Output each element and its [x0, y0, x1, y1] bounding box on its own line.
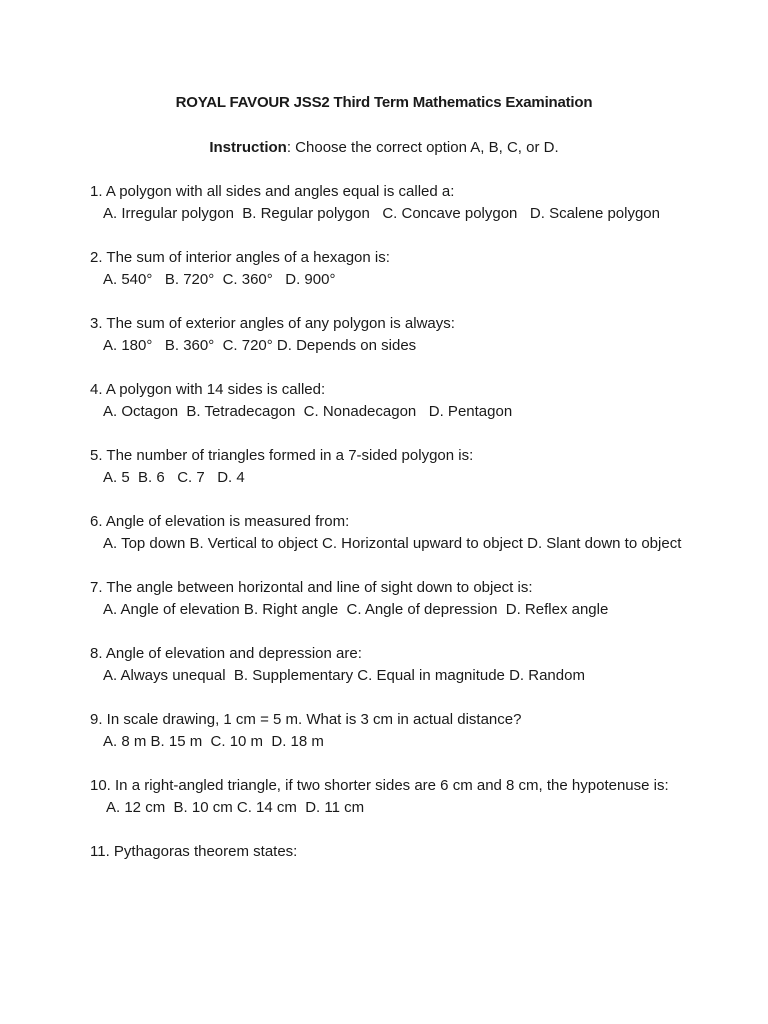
question-text: 6. Angle of elevation is measured from: — [90, 513, 350, 530]
question-options: A. Top down B. Vertical to object C. Horizontal upward to object D. Slant down to object — [103, 535, 682, 552]
question-text: 10. In a right-angled triangle, if two shorter sides are 6 cm and 8 cm, the hypotenuse is: — [90, 777, 669, 794]
question-text: 8. Angle of elevation and depression are: — [90, 645, 362, 662]
question-options: A. 12 cm B. 10 cm C. 14 cm D. 11 cm — [106, 799, 365, 816]
question-text: 2. The sum of interior angles of a hexagon is: — [90, 249, 390, 266]
question-options: A. Angle of elevation B. Right angle C. Angle of depression D. Reflex angle — [103, 601, 609, 618]
question-text: 3. The sum of exterior angles of any polygon is always: — [90, 315, 455, 332]
question-text: 1. A polygon with all sides and angles equal is called a: — [90, 183, 455, 200]
question-1 — [90, 181, 690, 225]
question-options: A. Octagon B. Tetradecagon C. Nonadecagon D. Pentagon — [103, 403, 513, 420]
question-6 — [90, 511, 690, 555]
question-9 — [90, 709, 690, 753]
question-11 — [90, 841, 690, 863]
question-7 — [90, 577, 690, 621]
question-text: 5. The number of triangles formed in a 7-sided polygon is: — [90, 447, 474, 464]
question-text: 9. In scale drawing, 1 cm = 5 m. What is 3 cm in actual distance? — [90, 711, 522, 728]
question-text: 11. Pythagoras theorem states: — [90, 843, 298, 860]
question-options: A. 540° B. 720° C. 360° D. 900° — [103, 271, 336, 288]
question-text: 7. The angle between horizontal and line of sight down to object is: — [90, 579, 533, 596]
question-options: A. Irregular polygon B. Regular polygon C. Concave polygon D. Scalene polygon — [103, 205, 660, 222]
question-list — [90, 181, 690, 885]
question-10 — [90, 775, 690, 819]
question-options: A. 5 B. 6 C. 7 D. 4 — [103, 469, 245, 486]
question-2 — [90, 247, 690, 291]
exam-title: ROYAL FAVOUR JSS2 Third Term Mathematics Examination — [175, 94, 593, 111]
question-3 — [90, 313, 690, 357]
question-4 — [90, 379, 690, 423]
question-options: A. Always unequal B. Supplementary C. Equal in magnitude D. Random — [103, 667, 585, 684]
instruction-label: Instruction — [209, 139, 287, 156]
instruction-text: : Choose the correct option A, B, C, or D. — [286, 139, 559, 156]
question-8 — [90, 643, 690, 687]
question-5 — [90, 445, 690, 489]
instruction-line — [0, 139, 768, 156]
question-text: 4. A polygon with 14 sides is called: — [90, 381, 326, 398]
question-options: A. 8 m B. 15 m C. 10 m D. 18 m — [103, 733, 324, 750]
question-options: A. 180° B. 360° C. 720° D. Depends on sides — [103, 337, 417, 354]
